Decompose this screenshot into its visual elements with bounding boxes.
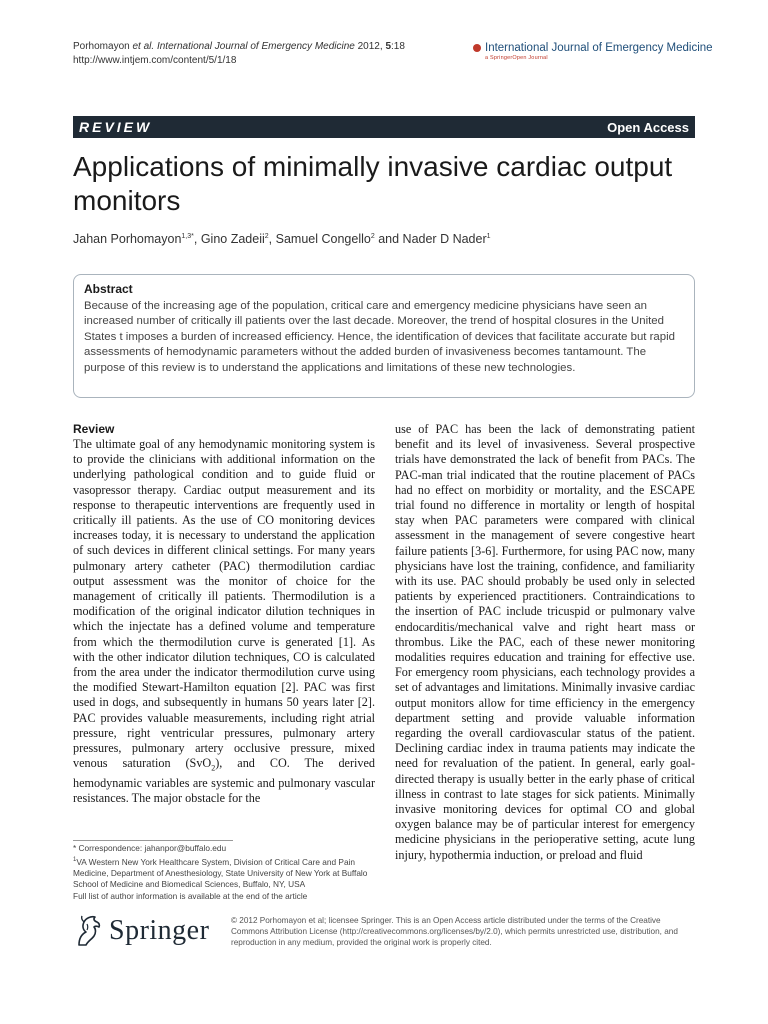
open-access-label: Open Access bbox=[607, 119, 689, 135]
footnote-divider bbox=[73, 840, 233, 841]
section-label: REVIEW bbox=[79, 119, 153, 135]
license-text: © 2012 Porhomayon et al; licensee Springer. This is an Open Access article distributed under the terms of the Creative Commons Attribution License (http://creativecommons.org/licenses/by/2.0), which permits unrestricted use, distribution, and reproduction in any medium, provided the original work is properly cited. bbox=[231, 916, 678, 947]
author-info-note: Full list of author information is available at the end of the article bbox=[73, 890, 308, 901]
citation-authors: Porhomayon bbox=[73, 41, 130, 52]
citation-volume: 5 bbox=[385, 41, 391, 52]
article-url[interactable]: http://www.intjem.com/content/5/1/18 bbox=[73, 55, 237, 66]
citation-page: :18 bbox=[391, 41, 405, 52]
article-title-line-1: Applications of minimally invasive cardiac output bbox=[73, 151, 673, 182]
citation-line bbox=[73, 40, 405, 54]
body-column-right bbox=[395, 422, 695, 863]
citation-etal: et al. bbox=[132, 41, 155, 52]
citation-year: 2012, bbox=[357, 41, 383, 52]
springer-horse-icon bbox=[73, 914, 103, 948]
section-band bbox=[73, 116, 695, 138]
citation-header bbox=[73, 40, 405, 68]
body-paragraph-right: use of PAC has been the lack of demonstrating patient benefit and its level of invasiveness. Several prospective trials have demonstrated the lack of benefit from PACs. The PAC-man trial indicated that the routine placement of PACs had no effect on morbidity or mortality, and the ESCAPE trial found no difference in mortality or length of hospital stay when PAC parameters were compared with clinical assessment in the management of severe congestive heart failure patients [3-6]. Furthermore, for using PAC now, many physicians have lost the training, confidence, and familiarity with its use. PAC should probably be used only in selected patients by experienced practitioners. Contraindications to the insertion of PAC include tricuspid or pulmonary valve endocarditis/mechanical valve and right heart mass or thrombus. Like the PAC, each of these newer monitoring modalities requires education and training for effective use. For emergency room physicians, each technology provides a set of advantages and limitations. Minimally invasive cardiac output monitors allow for time efficiency in the emergency department setting and provide valuable information regarding the overall cardiovascular status of the patient. Declining cardiac index in trauma patients may indicate the need for revaluation of the patient. In general, early goal-directed therapy is usually better in the early phase of critical illness in contrast to late stages for sick patients. Minimally invasive monitoring devices for optimal CO and global oxygen balance may be of particular interest for emergency medicine physicians in the perioperative setting, acute lung injury, hypothermia induction, or preload and fluid bbox=[395, 422, 695, 862]
author: Jahan Porhomayon$^{1,3*}$, bbox=[73, 232, 201, 246]
author: Samuel Congello$^2$ and bbox=[275, 232, 403, 246]
journal-logo bbox=[473, 42, 723, 61]
author: Nader D Nader$^1$ bbox=[402, 232, 491, 246]
journal-logo-subtitle: a SpringerOpen Journal bbox=[485, 55, 548, 61]
review-heading: Review bbox=[73, 422, 115, 436]
article-title-line-2: monitors bbox=[73, 185, 181, 216]
abstract-box bbox=[73, 274, 695, 398]
author: Gino Zadeii$^2$, bbox=[200, 232, 276, 246]
correspondence-note: * Correspondence: jahanpor@buffalo.edu bbox=[73, 843, 227, 853]
footnotes bbox=[73, 843, 383, 902]
journal-logo-text: International Journal of Emergency Medicine bbox=[485, 42, 713, 54]
journal-logo-icon bbox=[473, 44, 481, 52]
author-list bbox=[73, 232, 491, 246]
abstract-heading: Abstract bbox=[84, 282, 133, 296]
citation-journal: International Journal of Emergency Medicine bbox=[156, 41, 355, 52]
springer-logo bbox=[73, 914, 209, 948]
affiliation-note: $^1$VA Western New York Healthcare System, Division of Critical Care and Pain Medicine, Department of Anesthesiology, State University of New York at Buffalo School of Medicine and Biomedical Sciences, Buffalo, NY, USA bbox=[73, 856, 368, 890]
springer-wordmark: Springer bbox=[109, 915, 210, 946]
abstract-text: Because of the increasing age of the population, critical care and emergency medicine physicians have seen an increased number of critically ill patients over the last decade. Moreover, the trend of hospital closures in the United States t imposes a burden of increased efficiency. Hence, the identification of devices that facilitate accurate but rapid assessments of hemodynamic parameters without the added burden of invasiveness becomes tantamount. The purpose of this review is to understand the applications and limitations of these new technologies. bbox=[84, 300, 675, 374]
body-column-left bbox=[73, 422, 375, 806]
body-paragraph-left: The ultimate goal of any hemodynamic monitoring system is to provide the clinicians with additional information on the underlying pathological condition and to guide fluid or vasopressor therapy. Cardiac output measurement and its response to therapeutic interventions are frequently used in critically ill patients. As the use of CO monitoring devices increases today, it is necessary to understand the application of such devices in different clinical settings. For many years pulmonary artery catheter (PAC) thermodilution cardiac output assessment was the monitor of choice for the management of critically ill patients. Thermodilution is a modification of the original indicator dilution techniques in which the injectate has a defined volume and temperature from which the thermodilution curve is generated [1]. As with the other indicator dilution techniques, CO is calculated from the area under the indicator thermodilution curve using the modified Stewart-Hamilton equation [2]. PAC was first used in dogs, and subsequently in humans 50 years later [2]. PAC provides valuable measurements, including right atrial pressure, right ventricular pressures, pulmonary artery pressures, pulmonary artery occlusive pressure, mixed venous saturation (SvO$_2$), and CO. The derived hemodynamic variables are systemic and pulmonary vascular resistances. The major obstacle for the bbox=[73, 437, 375, 806]
article-title bbox=[73, 150, 713, 218]
